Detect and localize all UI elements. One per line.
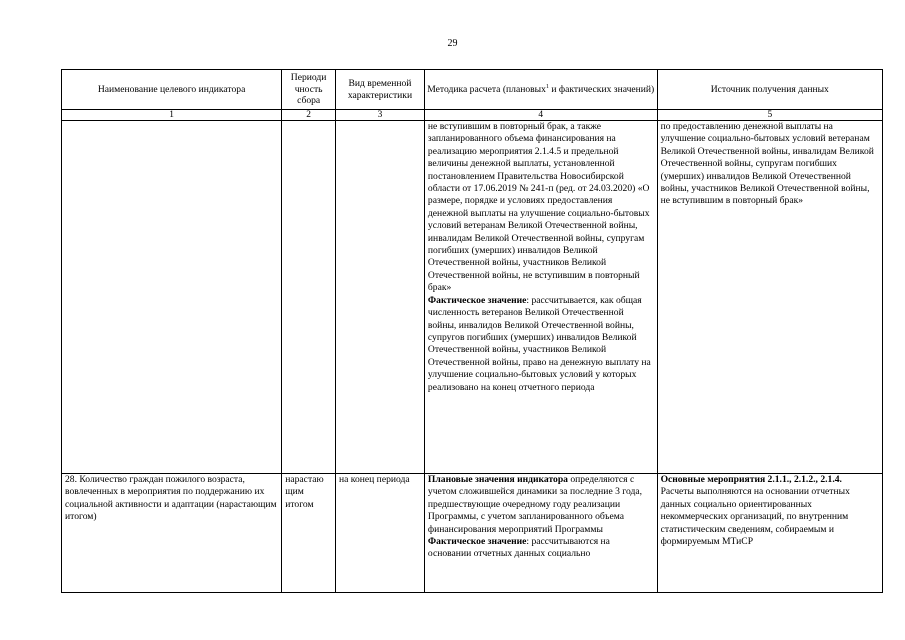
col-number-3: 3 [336,110,425,121]
fact-label: Фактическое значение [427,536,527,548]
header-method-line1: Методика расчета [427,83,501,95]
periodicity-cell [282,121,336,474]
table-row [62,474,883,593]
header-time-type: Вид временной характеристики [336,70,425,110]
col-number-1: 1 [62,110,282,121]
indicator-cell: 28. Количество граждан пожилого возраста, вовлеченных в мероприятия по поддержанию их социальной активности и адаптации (нарастающим итогом) [62,474,282,593]
method-text: не вступившим в повторный брак, а также запланированного объема финансирования на реализацию мероприятия 2.1.4.5 и предельной величины денежной выплаты, установленной постановлением Правительства Новосибирской области от 17.06.2019 № 241-п (ред. от 24.03.2020) «О размере, порядке и условиях предоставления денежной выплаты на улучшение социально-бытовых условий ветеранам Великой Отечественной войны, инвалидам Великой Отечественной войны, супругам погибших (умерших) инвалидов Великой Отечественной войны, участников Великой Отечественной войны, не вступившим в повторный брак» [427,121,650,294]
footnote-mark: 1 [545,83,549,90]
header-method-line2: (плановых$^1$ и фактических значений) [502,83,655,95]
plan-label: Плановые значения индикатора [427,474,568,485]
fact-paragraph [428,536,654,561]
col-number-2: 2 [282,110,336,121]
source-text: Расчеты выполняются на основании отчетных данных социально ориентированных некоммерческих организаций, по внутренним статистическим сведениям, собираемым и формируемым МТиСР [660,486,850,548]
time-type-cell: на конец периода [336,474,425,593]
source-label: Основные мероприятия 2.1.1., 2.1.2., 2.1.4. [660,474,842,485]
header-method [424,70,657,110]
time-type-cell [336,121,425,474]
header-source: Источник получения данных [657,70,882,110]
col-number-5: 5 [657,110,882,121]
periodicity-cell: нарастаю щим итогом [282,474,336,593]
table-header-row [62,70,883,110]
header-periodicity: Периоди чность сбора [282,70,336,110]
col-number-4: 4 [424,110,657,121]
source-cell [657,121,882,474]
source-text: по предоставлению денежной выплаты на улучшение социально-бытовых условий ветеранам Великой Отечественной войны, инвалидам Великой Отечественной войны, супругам погибших (умерших) инвалидов Великой Отечественной войны, участников Великой Отечественной войны, не вступившим в повторный брак» [660,121,874,207]
fact-text: : рассчитываются на основании отчетных данных социально [427,536,610,560]
indicator-cell [62,121,282,474]
column-numbers-row [62,110,883,121]
plan-text: определяются с учетом сложившейся динамики за последние 3 года, предшествующие очередному году реализации Программы, с учетом запланированного объема финансирования мероприятий Программы [427,474,643,535]
fact-label: Фактическое значение [427,294,527,306]
fact-paragraph [428,295,654,394]
method-cell [424,474,657,593]
table-row [62,121,883,474]
fact-text: : рассчитывается, как общая численность ветеранов Великой Отечественной войны, инвалидов Великой Отечественной войны, супругов погибших (умерших) инвалидов Великой Отечественной войны, участников Великой Отечественной войны, право на денежную выплату на улучшение социально-бытовых условий у которых реализовано на конец отчетного периода [427,294,651,393]
indicators-table [61,69,883,593]
page-number: 29 [447,38,458,49]
plan-paragraph [428,474,654,536]
header-indicator-name: Наименование целевого индикатора [62,70,282,110]
source-cell [657,474,882,593]
method-cell [424,121,657,474]
